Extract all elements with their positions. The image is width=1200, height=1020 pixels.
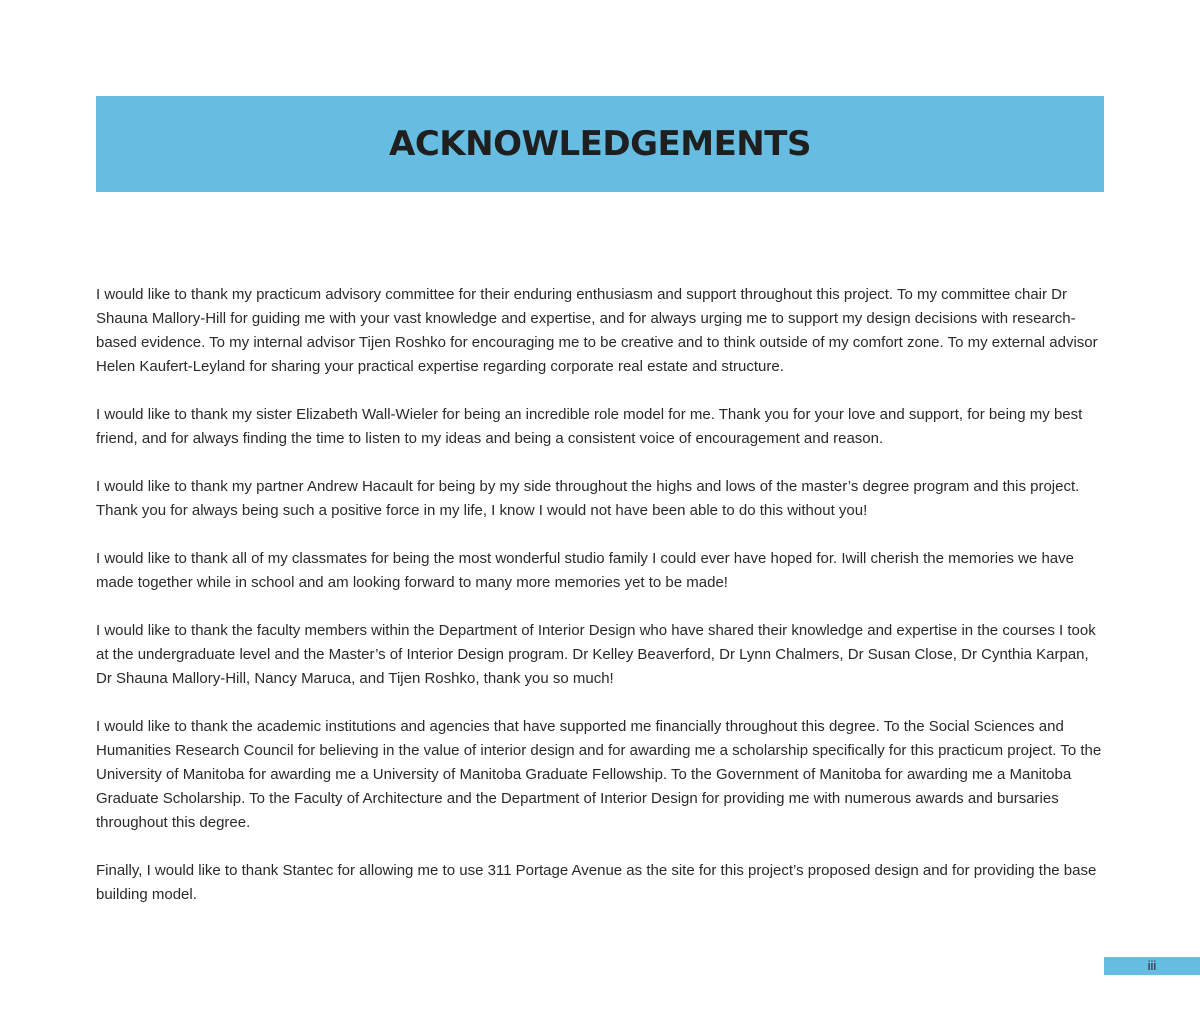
- page-number: iii: [1147, 958, 1157, 973]
- paragraph-faculty: I would like to thank the faculty members within the Department of Interior Design who have shared their knowledge and expertise in the courses I took at the undergraduate level and the Master’s of Interior Design program. Dr Kelley Beaverford, Dr Lynn Chalmers, Dr Susan Close, Dr Cynthia Karpan, Dr Shauna Mallory-Hill, Nancy Maruca, and Tijen Roshko, thank you so much!: [96, 622, 1096, 687]
- paragraph-sister: I would like to thank my sister Elizabeth Wall-Wieler for being an incredible role model for me. Thank you for your love and support, for being my best friend, and for always finding the time to listen to my ideas and being a consistent voice of encouragement and reason.: [96, 406, 1083, 447]
- paragraph-stantec: Finally, I would like to thank Stantec for allowing me to use 311 Portage Avenue as the site for this project’s proposed design and for providing the base building model.: [96, 862, 1097, 903]
- paragraph-committee: I would like to thank my practicum advisory committee for their enduring enthusiasm and support throughout this project. To my committee chair Dr Shauna Mallory-Hill for guiding me with your vast knowledge and expertise, and for always urging me to support my design decisions with research-based evidence. To my internal advisor Tijen Roshko for encouraging me to be creative and to think outside of my comfort zone. To my external advisor Helen Kaufert-Leyland for sharing your practical expertise regarding corporate real estate and structure.: [96, 286, 1098, 375]
- paragraph-funding: I would like to thank the academic institutions and agencies that have supported me financially throughout this degree. To the Social Sciences and Humanities Research Council for believing in the value of interior design and for awarding me a scholarship specifically for this practicum project. To the University of Manitoba for awarding me a University of Manitoba Graduate Fellowship. To the Government of Manitoba for awarding me a Manitoba Graduate Scholarship. To the Faculty of Architecture and the Department of Interior Design for providing me with numerous awards and bursaries throughout this degree.: [96, 718, 1102, 831]
- paragraph-classmates: I would like to thank all of my classmates for being the most wonderful studio family I could ever have hoped for. Iwill cherish the memories we have made together while in school and am looking forward to many more memories yet to be made!: [96, 550, 1074, 591]
- title-banner: [96, 96, 1104, 192]
- page-number-tab: [1104, 957, 1200, 975]
- paragraph-partner: I would like to thank my partner Andrew Hacault for being by my side throughout the highs and lows of the master’s degree program and this project. Thank you for always being such a positive force in my life, I know I would not have been able to do this without you!: [96, 478, 1080, 519]
- body-text: [96, 283, 1106, 931]
- page-title: ACKNOWLEDGEMENTS: [389, 124, 811, 164]
